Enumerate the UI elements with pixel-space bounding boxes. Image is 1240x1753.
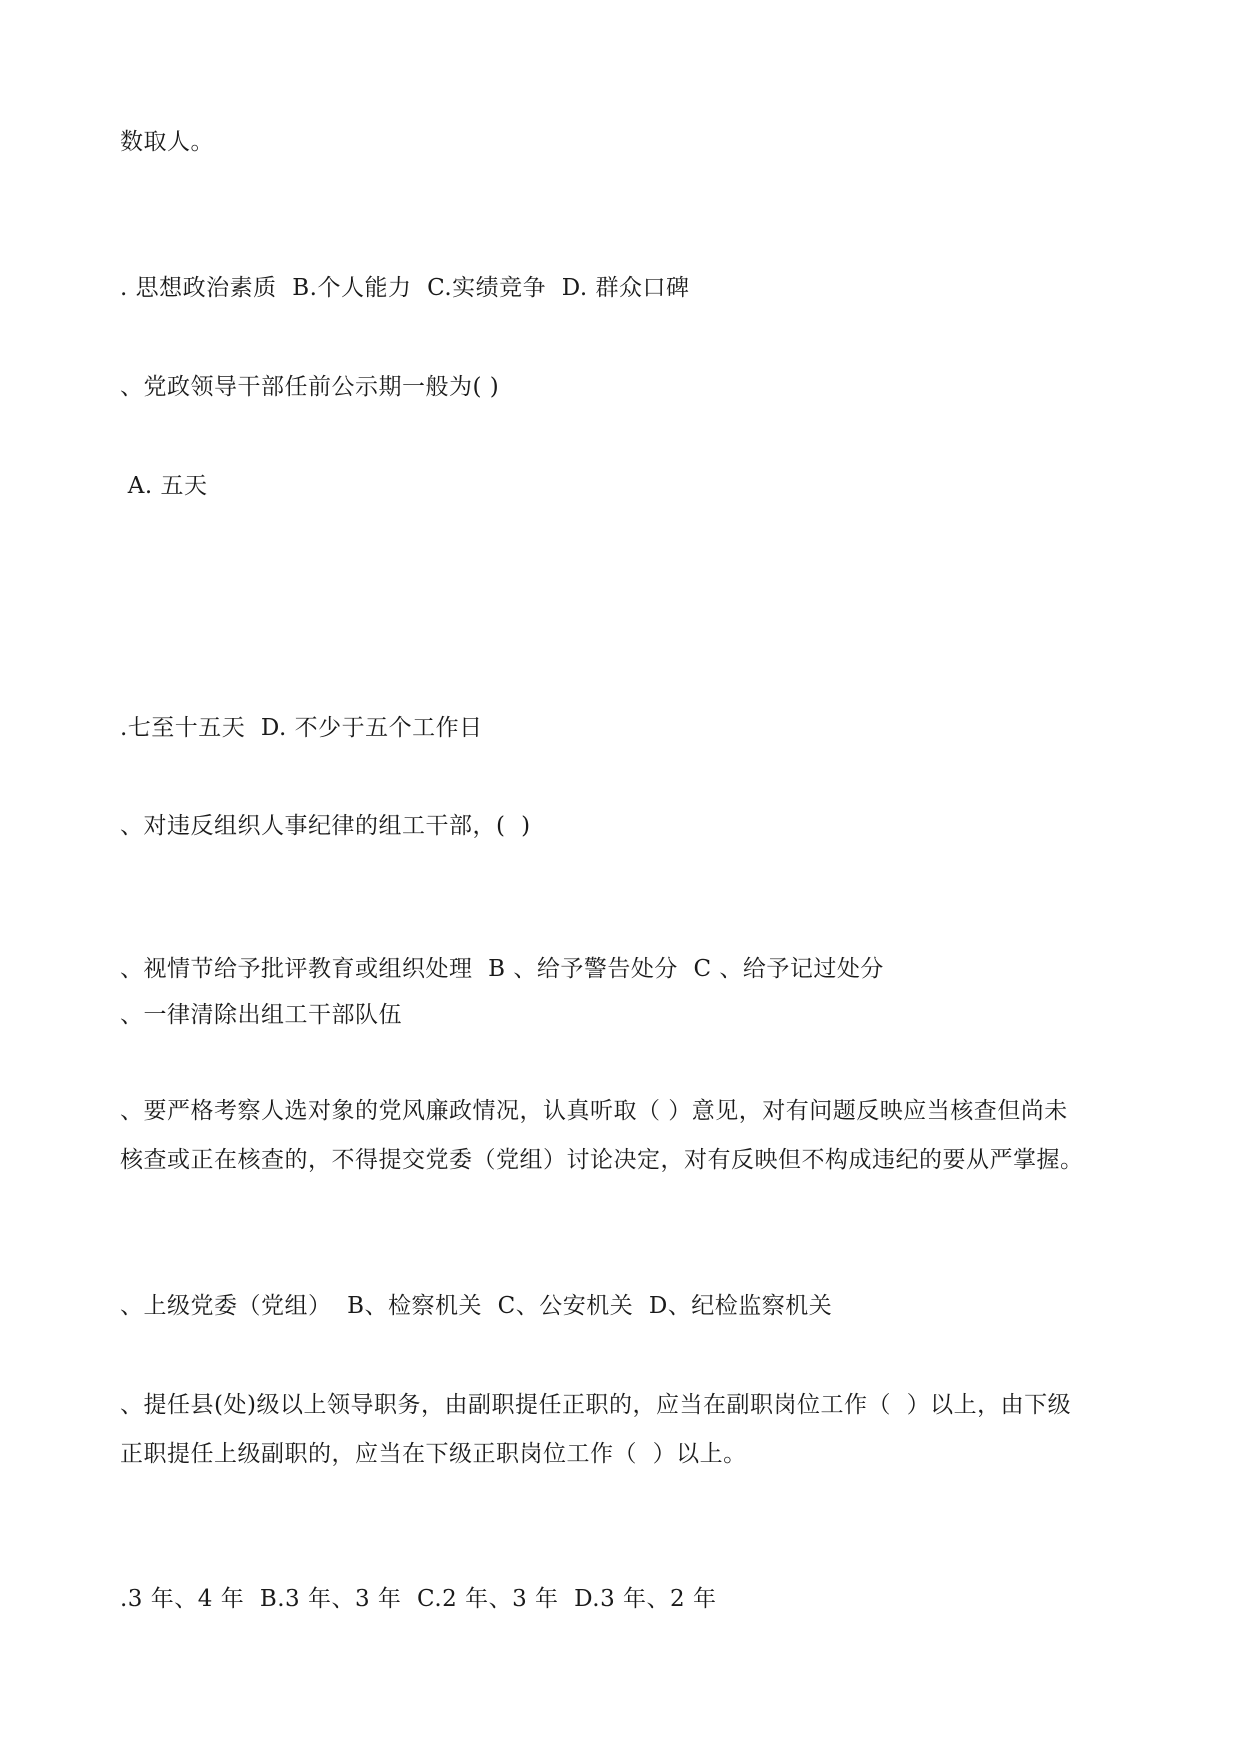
text-line-question-promotion-2: 正职提任上级副职的，应当在下级正职岗位工作（ ）以上。 (120, 1441, 747, 1467)
text-line-options-days: .七至十五天 D. 不少于五个工作日 (120, 715, 483, 741)
text-line-question-publicity: 、党政领导干部任前公示期一般为( ) (120, 374, 500, 400)
text-line-question-discipline: 、对违反组织人事纪律的组工干部，( ) (120, 813, 531, 839)
text-line-question-integrity-1: 、要严格考察人选对象的党风廉政情况，认真听取（ ）意见，对有问题反映应当核查但尚未 (120, 1098, 1068, 1124)
text-line-options-punishment: 、视情节给予批评教育或组织处理 B 、给予警告处分 C 、给予记过处分 (120, 956, 884, 982)
text-line-options-years: .3 年、4 年 B.3 年、3 年 C.2 年、3 年 D.3 年、2 年 (120, 1586, 717, 1612)
text-line-options-quality: . 思想政治素质 B.个人能力 C.实绩竞争 D. 群众口碑 (120, 275, 690, 301)
text-line-intro-end: 数取人。 (120, 129, 214, 155)
text-line-options-authority: 、上级党委（党组） B、检察机关 C、公安机关 D、纪检监察机关 (120, 1293, 833, 1319)
text-line-question-promotion-1: 、提任县(处)级以上领导职务，由副职提任正职的，应当在副职岗位工作（ ）以上，由下级 (120, 1392, 1072, 1418)
text-line-question-integrity-2: 核查或正在核查的，不得提交党委（党组）讨论决定，对有反映但不构成违纪的要从严掌握。 (120, 1147, 1084, 1173)
text-line-option-dismissal: 、一律清除出组工干部队伍 (120, 1002, 402, 1028)
text-line-option-five-days: A. 五天 (120, 473, 208, 499)
